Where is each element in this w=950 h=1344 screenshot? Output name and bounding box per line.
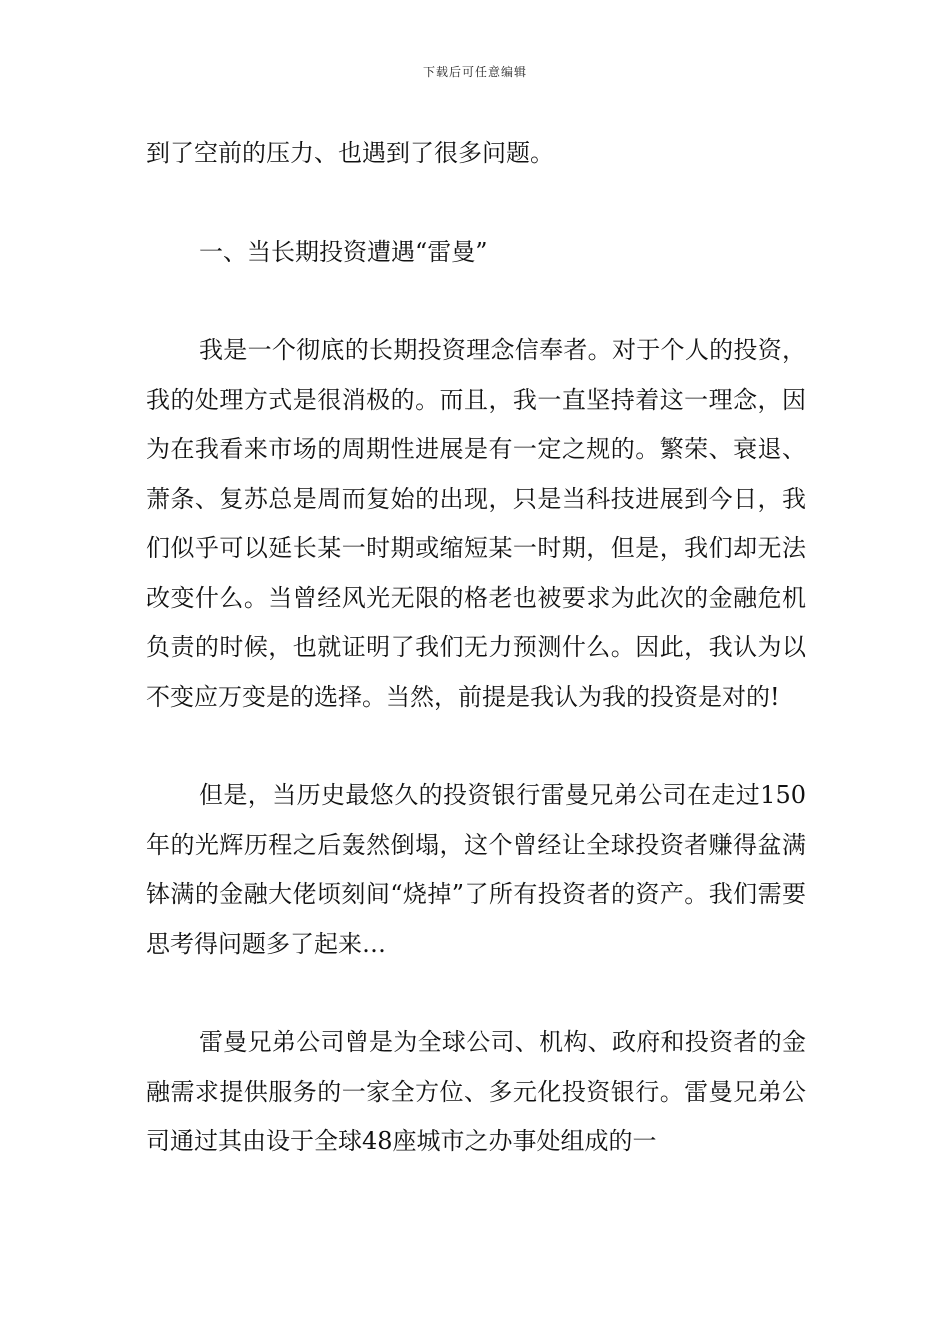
section-heading: 一、当长期投资遭遇“雷曼” bbox=[199, 237, 488, 266]
paragraph: 但是，当历史最悠久的投资银行雷曼兄弟公司在走过150年的光辉历程之后轰然倒塌，这个曾经让全球投资者赚得盆满钵满的金融大佬顷刻间“烧掉”了所有投资者的资产。我们需要思考得问题多了起来… bbox=[146, 781, 806, 958]
paragraph: 雷曼兄弟公司曾是为全球公司、机构、政府和投资者的金融需求提供服务的一家全方位、多元化投资银行。雷曼兄弟公司通过其由设于全球48座城市之办事处组成的一 bbox=[146, 1028, 806, 1155]
page-header: 下载后可任意编辑 bbox=[422, 65, 527, 79]
document-body bbox=[146, 129, 806, 1167]
paragraph: 我是一个彻底的长期投资理念信奉者。对于个人的投资，我的处理方式是很消极的。而且，我一直坚持着这一理念，因为在我看来市场的周期性进展是有一定之规的。繁荣、衰退、萧条、复苏总是周而复始的出现，只是当科技进展到今日，我们似乎可以延长某一时期或缩短某一时期，但是，我们却无法改变什么。当曾经风光无限的格老也被要求为此次的金融危机负责的时候，也就证明了我们无力预测什么。因此，我认为以不变应万变是的选择。当然，前提是我认为我的投资是对的! bbox=[146, 336, 806, 711]
paragraph-continuation: 到了空前的压力、也遇到了很多问题。 bbox=[146, 139, 554, 167]
